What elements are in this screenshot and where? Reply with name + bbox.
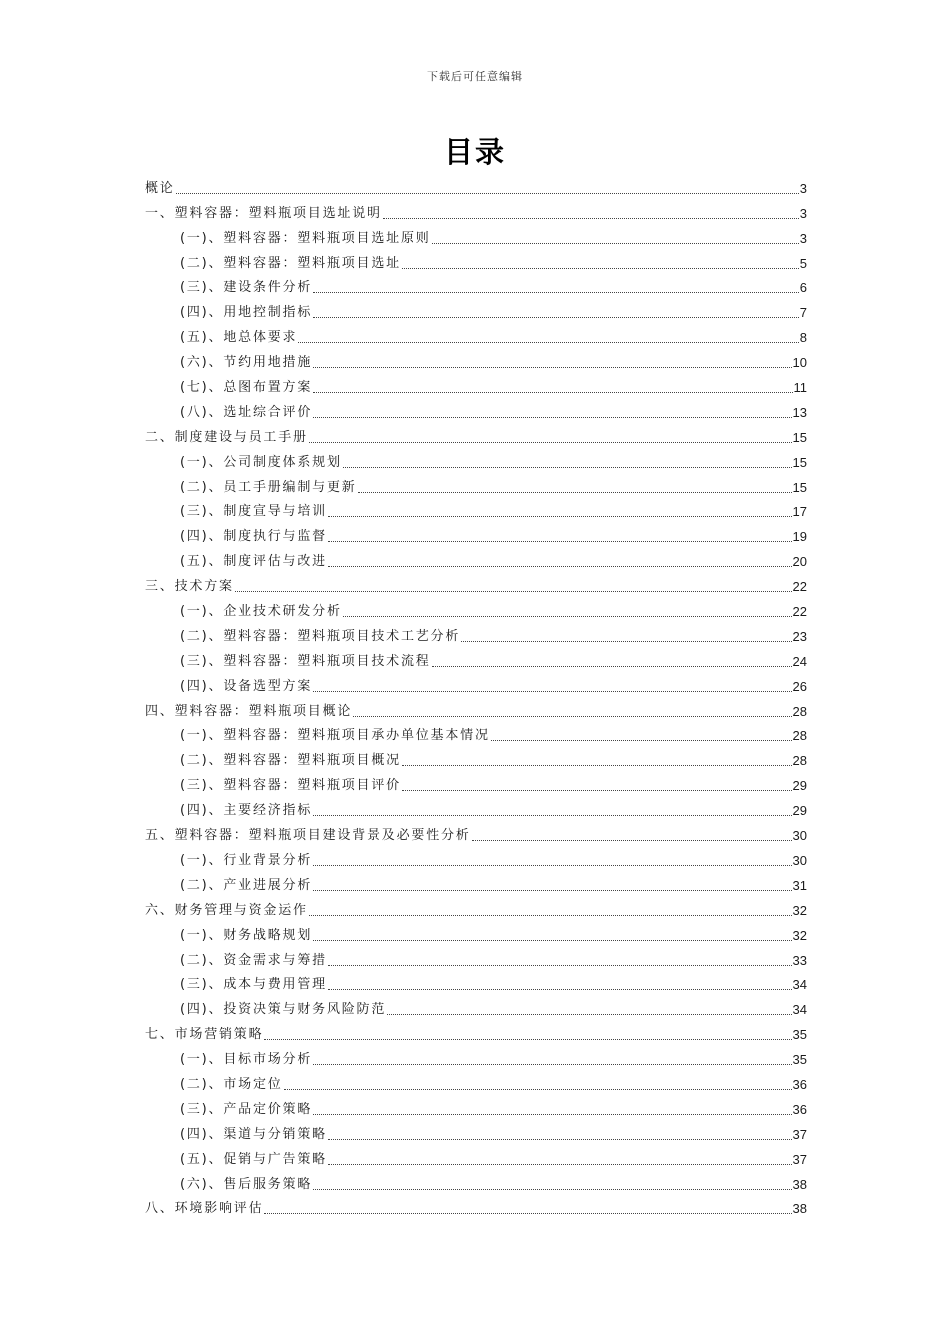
dot-leader — [387, 1014, 791, 1015]
dot-leader — [313, 292, 799, 293]
toc-entry-page-number: 3 — [799, 180, 807, 196]
toc-entry-page-number: 29 — [792, 803, 807, 819]
dot-leader — [432, 243, 799, 244]
toc-entry-label: (七)、总图布置方案 — [180, 380, 313, 396]
toc-entry-label: (四)、制度执行与监督 — [180, 529, 327, 545]
toc-entry-label: (四)、用地控制指标 — [180, 305, 313, 321]
toc-entry[interactable] — [145, 498, 807, 523]
toc-entry-page-number: 36 — [792, 1101, 807, 1117]
toc-entry-page-number: 22 — [792, 579, 807, 595]
toc-entry[interactable] — [145, 522, 807, 547]
toc-entry[interactable] — [145, 423, 807, 448]
toc-entry[interactable] — [145, 1045, 807, 1070]
toc-entry[interactable] — [145, 323, 807, 348]
toc-entry-label: (四)、渠道与分销策略 — [180, 1126, 327, 1142]
toc-entry-label: (五)、制度评估与改进 — [180, 554, 327, 570]
toc-entry-label: (五)、促销与广告策略 — [180, 1151, 327, 1167]
toc-entry-label: (一)、财务战略规划 — [180, 927, 313, 943]
toc-entry-label: 六、财务管理与资金运作 — [145, 902, 308, 918]
toc-entry-page-number: 19 — [792, 529, 807, 545]
toc-entry-label: (一)、行业背景分析 — [180, 852, 313, 868]
dot-leader — [313, 417, 791, 418]
dot-leader — [402, 790, 792, 791]
dot-leader — [264, 1213, 791, 1214]
dot-leader — [491, 740, 792, 741]
toc-entry[interactable] — [145, 871, 807, 896]
toc-entry[interactable] — [145, 348, 807, 373]
toc-entry-label: (三)、产品定价策略 — [180, 1101, 313, 1117]
toc-entry-page-number: 15 — [792, 454, 807, 470]
dot-leader — [313, 1064, 791, 1065]
toc-entry-label: (二)、资金需求与筹措 — [180, 952, 327, 968]
dot-leader — [309, 442, 792, 443]
toc-entry-label: (三)、塑料容器：塑料瓶项目技术流程 — [180, 653, 431, 669]
page-title: 目录 — [443, 135, 506, 169]
toc-entry-label: (三)、成本与费用管理 — [180, 977, 327, 993]
dot-leader — [313, 890, 791, 891]
toc-entry-label: (二)、塑料容器：塑料瓶项目概况 — [180, 753, 401, 769]
toc-entry[interactable] — [145, 1145, 807, 1170]
toc-entry-label: 一、塑料容器：塑料瓶项目选址说明 — [145, 205, 382, 221]
toc-entry-page-number: 36 — [792, 1076, 807, 1092]
toc-entry[interactable] — [145, 199, 807, 224]
toc-entry[interactable] — [145, 971, 807, 996]
toc-entry-page-number: 24 — [792, 653, 807, 669]
toc-entry-page-number: 15 — [792, 429, 807, 445]
toc-entry-label: 四、塑料容器：塑料瓶项目概论 — [145, 703, 353, 719]
toc-entry-page-number: 11 — [793, 380, 807, 396]
dot-leader — [313, 940, 791, 941]
toc-entry-label: (五)、地总体要求 — [180, 330, 298, 346]
toc-entry-page-number: 30 — [792, 828, 807, 844]
toc-entry-page-number: 37 — [792, 1126, 807, 1142]
toc-entry-label: (一)、目标市场分析 — [180, 1052, 313, 1068]
dot-leader — [432, 666, 792, 667]
toc-entry-label: (三)、塑料容器：塑料瓶项目评价 — [180, 778, 401, 794]
dot-leader — [472, 840, 792, 841]
toc-entry[interactable] — [145, 373, 807, 398]
toc-entry-label: (一)、企业技术研发分析 — [180, 604, 342, 620]
toc-entry-label: (四)、投资决策与财务风险防范 — [180, 1002, 387, 1018]
toc-entry[interactable] — [145, 398, 807, 423]
toc-entry-label: 概论 — [145, 180, 175, 196]
toc-entry[interactable] — [145, 1095, 807, 1120]
dot-leader — [313, 317, 799, 318]
dot-leader — [313, 691, 791, 692]
dot-leader — [313, 1114, 791, 1115]
toc-entry[interactable] — [145, 746, 807, 771]
toc-entry-label: (一)、塑料容器：塑料瓶项目承办单位基本情况 — [180, 728, 490, 744]
dot-leader — [343, 616, 792, 617]
toc-entry-page-number: 28 — [792, 753, 807, 769]
toc-entry-page-number: 34 — [792, 1002, 807, 1018]
toc-entry[interactable] — [145, 697, 807, 722]
toc-entry[interactable] — [145, 224, 807, 249]
dot-leader — [343, 467, 792, 468]
toc-entry[interactable] — [145, 995, 807, 1020]
toc-entry[interactable] — [145, 249, 807, 274]
toc-entry-page-number: 6 — [799, 280, 807, 296]
toc-entry-page-number: 10 — [792, 355, 807, 371]
toc-entry-label: 八、环境影响评估 — [145, 1201, 264, 1217]
toc-entry[interactable] — [145, 1120, 807, 1145]
dot-leader — [309, 915, 792, 916]
dot-leader — [313, 1189, 791, 1190]
toc-entry[interactable] — [145, 174, 807, 199]
toc-entry-page-number: 22 — [792, 604, 807, 620]
toc-entry-page-number: 32 — [792, 927, 807, 943]
dot-leader — [358, 492, 792, 493]
toc-entry[interactable] — [145, 946, 807, 971]
toc-entry-page-number: 28 — [792, 728, 807, 744]
toc-entry[interactable] — [145, 547, 807, 572]
dot-leader — [328, 516, 792, 517]
toc-entry-page-number: 29 — [792, 778, 807, 794]
toc-entry-page-number: 5 — [799, 255, 807, 271]
dot-leader — [284, 1089, 792, 1090]
dot-leader — [313, 815, 791, 816]
toc-entry[interactable] — [145, 597, 807, 622]
toc-entry-label: (三)、建设条件分析 — [180, 280, 313, 296]
dot-leader — [328, 1139, 792, 1140]
toc-entry-page-number: 3 — [799, 230, 807, 246]
toc-entry[interactable] — [145, 896, 807, 921]
toc-entry[interactable] — [145, 921, 807, 946]
toc-entry-label: (六)、节约用地措施 — [180, 355, 313, 371]
toc-entry-label: (六)、售后服务策略 — [180, 1176, 313, 1192]
toc-entry-page-number: 17 — [792, 504, 807, 520]
dot-leader — [328, 1164, 792, 1165]
toc-list — [145, 174, 807, 1219]
toc-entry[interactable] — [145, 1070, 807, 1095]
toc-entry-page-number: 32 — [792, 902, 807, 918]
toc-entry-label: 三、技术方案 — [145, 579, 234, 595]
toc-entry[interactable] — [145, 722, 807, 747]
toc-entry-label: (八)、选址综合评价 — [180, 404, 313, 420]
toc-entry[interactable] — [145, 647, 807, 672]
toc-entry[interactable] — [145, 1195, 807, 1220]
toc-entry-label: (二)、产业进展分析 — [180, 877, 313, 893]
toc-entry-page-number: 31 — [792, 877, 807, 893]
toc-entry-label: 五、塑料容器：塑料瓶项目建设背景及必要性分析 — [145, 828, 471, 844]
toc-entry-label: (一)、塑料容器：塑料瓶项目选址原则 — [180, 230, 431, 246]
toc-entry[interactable] — [145, 448, 807, 473]
toc-entry-page-number: 33 — [792, 952, 807, 968]
toc-entry[interactable] — [145, 846, 807, 871]
dot-leader — [328, 566, 792, 567]
toc-entry-page-number: 35 — [792, 1052, 807, 1068]
toc-entry[interactable] — [145, 672, 807, 697]
toc-entry[interactable] — [145, 1020, 807, 1045]
toc-entry-page-number: 28 — [792, 703, 807, 719]
dot-leader — [298, 342, 798, 343]
toc-entry-label: (二)、市场定位 — [180, 1076, 283, 1092]
toc-entry-label: (四)、主要经济指标 — [180, 803, 313, 819]
toc-entry-page-number: 37 — [792, 1151, 807, 1167]
toc-entry[interactable] — [145, 622, 807, 647]
toc-entry-label: 七、市场营销策略 — [145, 1027, 264, 1043]
toc-entry-label: (二)、员工手册编制与更新 — [180, 479, 357, 495]
dot-leader — [328, 541, 792, 542]
toc-entry-label: (三)、制度宣导与培训 — [180, 504, 327, 520]
toc-entry-page-number: 30 — [792, 852, 807, 868]
toc-entry-page-number: 34 — [792, 977, 807, 993]
toc-entry[interactable] — [145, 298, 807, 323]
toc-entry-label: (一)、公司制度体系规划 — [180, 454, 342, 470]
dot-leader — [235, 591, 792, 592]
dot-leader — [313, 367, 791, 368]
dot-leader — [383, 218, 799, 219]
dot-leader — [176, 193, 799, 194]
toc-entry-page-number: 38 — [792, 1176, 807, 1192]
dot-leader — [328, 989, 792, 990]
toc-entry-label: (二)、塑料容器：塑料瓶项目技术工艺分析 — [180, 628, 461, 644]
dot-leader — [402, 765, 792, 766]
dot-leader — [461, 641, 791, 642]
header-note: 下载后可任意编辑 — [427, 70, 523, 83]
toc-entry-label: (四)、设备选型方案 — [180, 678, 313, 694]
toc-entry-page-number: 7 — [799, 305, 807, 321]
dot-leader — [328, 965, 792, 966]
toc-entry-page-number: 3 — [799, 205, 807, 221]
toc-entry-page-number: 8 — [799, 330, 807, 346]
dot-leader — [353, 716, 791, 717]
toc-entry-page-number: 26 — [792, 678, 807, 694]
toc-entry[interactable] — [145, 771, 807, 796]
toc-entry-page-number: 15 — [792, 479, 807, 495]
toc-entry-page-number: 38 — [792, 1201, 807, 1217]
dot-leader — [402, 268, 799, 269]
toc-entry[interactable] — [145, 473, 807, 498]
toc-entry-label: (二)、塑料容器：塑料瓶项目选址 — [180, 255, 401, 271]
dot-leader — [313, 865, 791, 866]
toc-entry[interactable] — [145, 1170, 807, 1195]
toc-entry-label: 二、制度建设与员工手册 — [145, 429, 308, 445]
toc-entry[interactable] — [145, 274, 807, 299]
dot-leader — [313, 392, 792, 393]
toc-entry-page-number: 20 — [792, 554, 807, 570]
toc-entry-page-number: 13 — [792, 404, 807, 420]
toc-entry[interactable] — [145, 821, 807, 846]
toc-entry-page-number: 23 — [792, 628, 807, 644]
toc-entry-page-number: 35 — [792, 1027, 807, 1043]
dot-leader — [264, 1039, 791, 1040]
toc-entry[interactable] — [145, 796, 807, 821]
toc-entry[interactable] — [145, 572, 807, 597]
